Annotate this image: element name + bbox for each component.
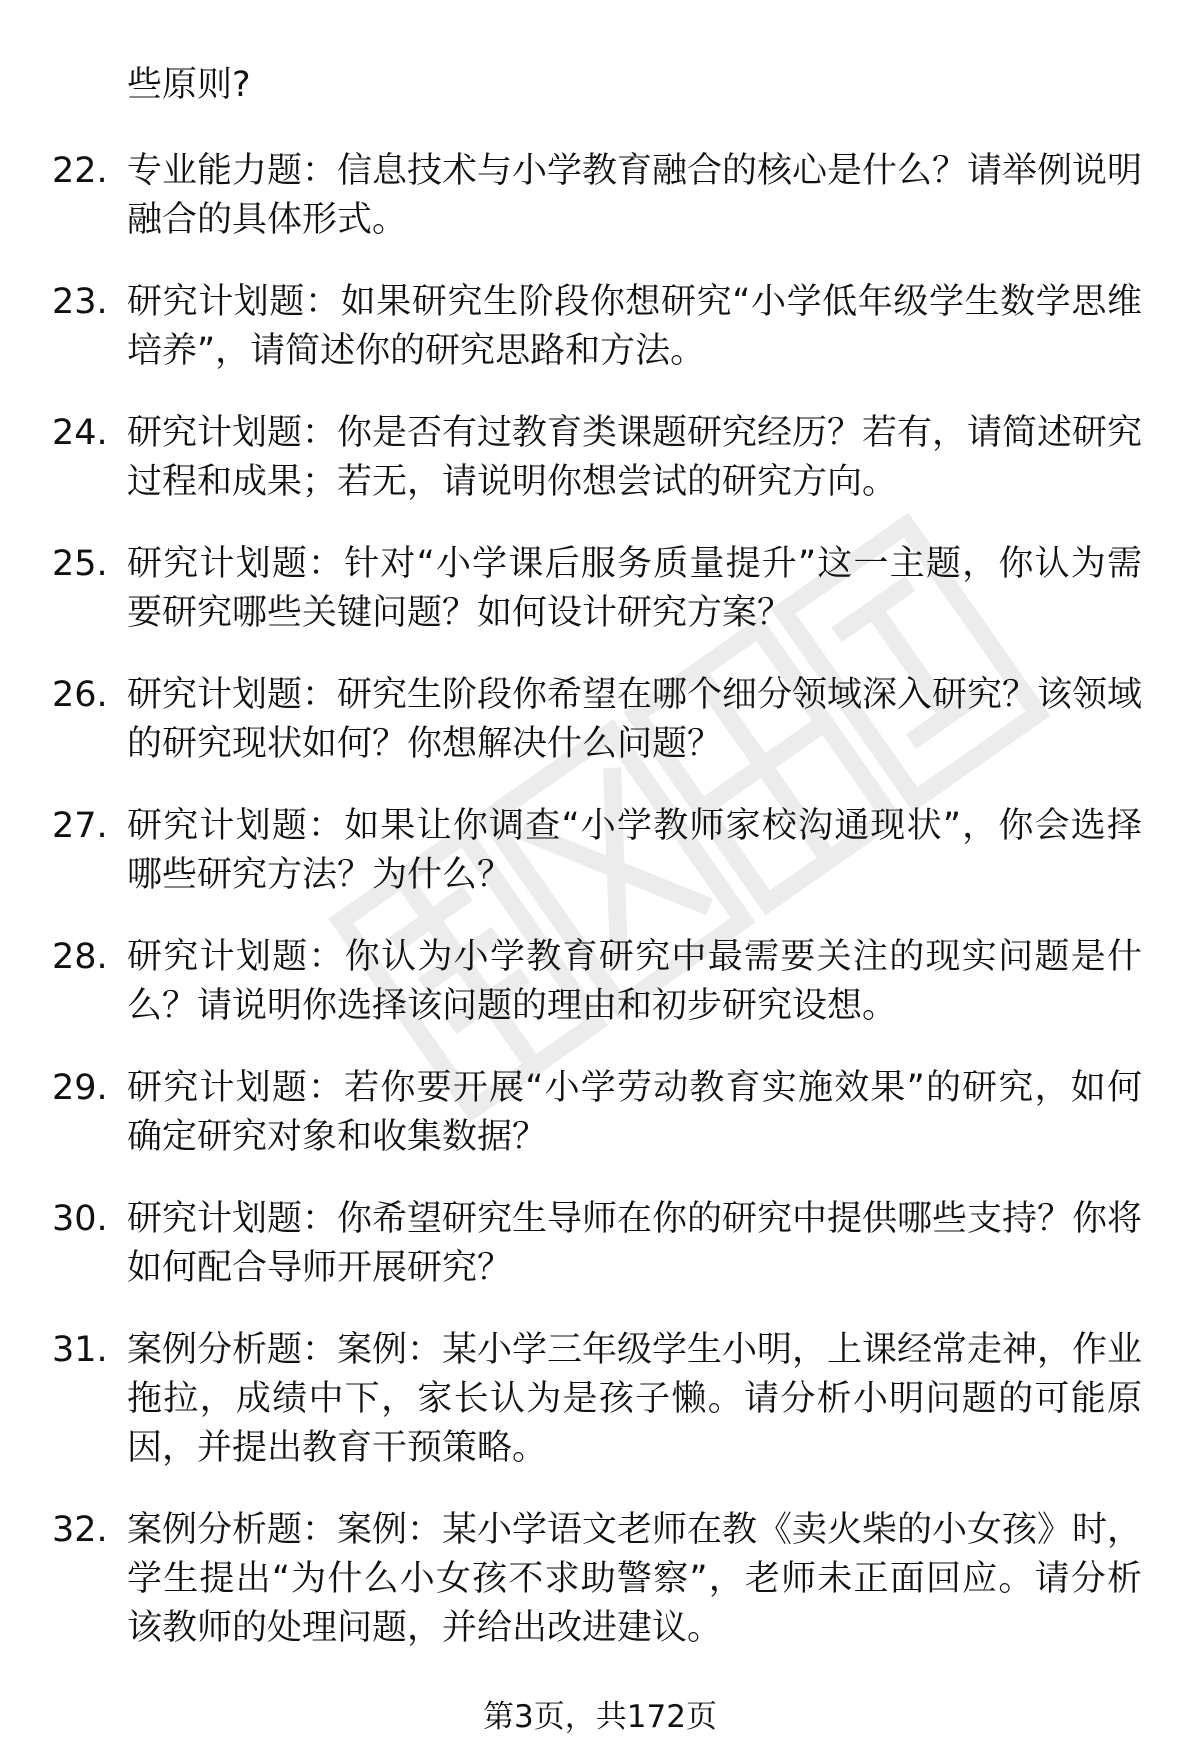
question-text: 案例分析题：案例：某小学语文老师在教《卖火柴的小女孩》时，学生提出“为什么小女孩不求助警察”，老师未正面回应。请分析该教师的处理问题，并给出改进建议。 <box>127 1510 1143 1648</box>
continued-text: 些原则? <box>127 65 251 105</box>
question-text: 研究计划题：研究生阶段你希望在哪个细分领域深入研究？该领域的研究现状如何？你想解决什么问题？ <box>127 675 1143 764</box>
question-number: 24. <box>52 413 108 453</box>
question-text: 研究计划题：如果研究生阶段你想研究“小学低年级学生数学思维培养”，请简述你的研究思路和方法。 <box>127 282 1142 371</box>
question-item <box>0 540 1200 638</box>
question-text: 研究计划题：若你要开展“小学劳动教育实施效果”的研究，如何确定研究对象和收集数据？ <box>127 1068 1142 1157</box>
question-number: 22. <box>52 151 108 191</box>
question-number: 28. <box>52 937 108 977</box>
question-number: 26. <box>52 675 108 715</box>
question-item <box>0 802 1200 900</box>
question-item <box>0 933 1200 1031</box>
question-list <box>0 147 1200 1686</box>
question-text: 研究计划题：你认为小学教育研究中最需要关注的现实问题是什么？请说明你选择该问题的理由和初步研究设想。 <box>127 937 1142 1026</box>
question-item <box>0 278 1200 376</box>
question-text: 研究计划题：如果让你调查“小学教师家校沟通现状”，你会选择哪些研究方法？为什么？ <box>127 806 1142 895</box>
question-item <box>0 409 1200 507</box>
question-text: 研究计划题：你希望研究生导师在你的研究中提供哪些支持？你将如何配合导师开展研究？ <box>127 1199 1143 1288</box>
question-text: 案例分析题：案例：某小学三年级学生小明，上课经常走神，作业拖拉，成绩中下，家长认为是孩子懒。请分析小明问题的可能原因，并提出教育干预策略。 <box>127 1330 1143 1468</box>
question-item <box>0 1326 1200 1473</box>
question-text: 研究计划题：针对“小学课后服务质量提升”这一主题，你认为需要研究哪些关键问题？如何设计研究方案？ <box>127 544 1142 633</box>
question-text: 专业能力题：信息技术与小学教育融合的核心是什么？请举例说明融合的具体形式。 <box>127 151 1143 240</box>
page-footer: 第3页，共172页 <box>483 1699 717 1735</box>
question-number: 29. <box>52 1068 108 1108</box>
question-text: 研究计划题：你是否有过教育类课题研究经历？若有，请简述研究过程和成果；若无，请说明你想尝试的研究方向。 <box>127 413 1143 502</box>
question-item <box>0 1195 1200 1293</box>
question-number: 23. <box>52 282 108 322</box>
question-item <box>0 147 1200 245</box>
question-number: 25. <box>52 544 108 584</box>
question-item <box>0 671 1200 769</box>
question-item <box>0 1506 1200 1653</box>
question-item <box>0 1064 1200 1162</box>
question-number: 32. <box>52 1510 108 1550</box>
question-number: 27. <box>52 806 108 846</box>
question-number: 30. <box>52 1199 108 1239</box>
question-number: 31. <box>52 1330 108 1370</box>
